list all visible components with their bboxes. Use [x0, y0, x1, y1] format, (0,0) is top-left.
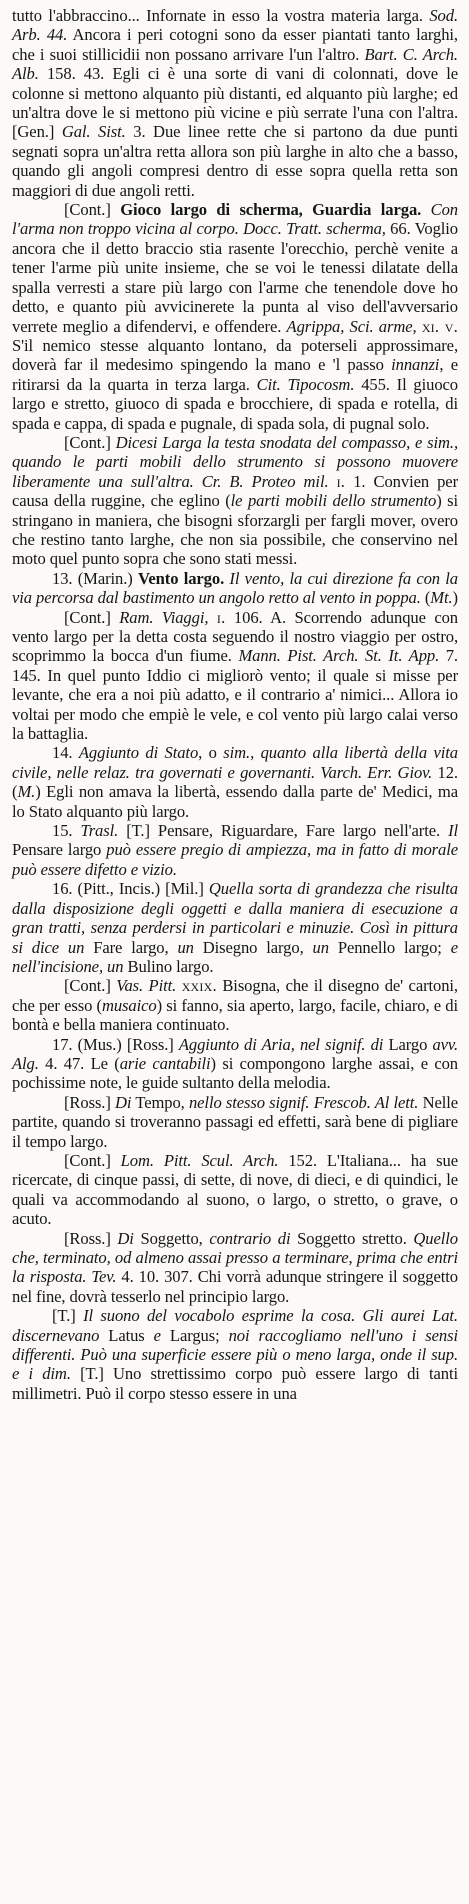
text-segment: contrario di	[209, 1228, 291, 1248]
text-segment: , o	[198, 743, 224, 763]
text-segment: Vento largo.	[138, 568, 225, 588]
entry-paragraph	[12, 569, 458, 608]
text-segment: Ancora i peri cotogni sono da esser piantati tanto larghi, che i suoi stillicidii non possano arrivare l'un l'altro.	[12, 25, 458, 64]
entry-paragraph	[12, 743, 458, 821]
text-segment: 15.	[52, 821, 81, 841]
text-segment: Quello che, terminato, od almeno assai presso a terminare, prima che entri la risposta. Tev.	[12, 1228, 458, 1287]
text-segment: Tempo,	[131, 1092, 189, 1112]
text-segment: xxix.	[181, 976, 217, 996]
text-segment: Bisogna, che il disegno de' cartoni, che per esso (	[12, 976, 458, 1015]
text-segment: 17. (Mus.) [Ross.]	[52, 1034, 179, 1054]
entry-paragraph	[12, 821, 458, 879]
text-segment: [T.] Uno strettissimo corpo può essere largo di tanti millimetri. Può il corpo stesso essere in una	[12, 1364, 459, 1403]
text-segment: 16. (Pitt., Incis.) [Mil.]	[52, 879, 209, 899]
entry-paragraph	[12, 1093, 458, 1151]
text-segment: [Cont.]	[64, 976, 117, 996]
text-segment: Quella sorta di grandezza che risulta dalla disposizione degli oggetti e dalla maniera di esecuzione a gran tratti, senza perdersi in particolari e minuzie. Così in pittura si dice un	[12, 879, 458, 957]
text-segment: 1. Convien per causa della ruggine, che eglino (	[12, 471, 459, 511]
entry-paragraph	[12, 1151, 458, 1229]
text-segment: 455. Il giuoco largo e stretto, giuoco di spada e brocchiere, di spada e rotella, di spada e cappa, di spada e pugnale, di spada sola, di pugnal solo.	[12, 374, 458, 433]
text-segment: Aggiunto di Aria, nel signif. di	[178, 1034, 384, 1054]
entry-paragraph	[12, 200, 458, 433]
text-segment: Vas. Pitt.	[116, 976, 177, 996]
text-segment: Il	[448, 821, 459, 841]
text-segment: 4. 47. Le (	[38, 1053, 120, 1073]
text-segment: Di	[117, 1228, 134, 1248]
text-segment: Soggetto stretto.	[290, 1228, 414, 1248]
text-segment: ) si compongono larghe assai, e con pochissime note, le guide sultanto della melodia.	[12, 1053, 459, 1093]
entry-paragraph	[12, 1035, 458, 1093]
text-segment: innanzi	[391, 355, 440, 375]
text-segment: [T.]	[52, 1306, 84, 1326]
text-segment: 7. 145. In quel punto Iddio ci migliorò vento; il quale si misse per levante, che era a noi più adatto, e il contrario a' nimici... Allora io voltai per modo che empiè le vele, e col vento più largo calai verso la battaglia.	[12, 646, 458, 744]
text-segment: può essere pregio di ampiezza, ma in fatto di morale può essere difetto e vizio.	[12, 840, 459, 879]
text-segment: Bart. C. Arch. Alb.	[12, 44, 458, 84]
text-segment: i.	[216, 607, 226, 627]
text-segment: M.	[17, 782, 36, 802]
text-segment: Il vento, la cui direzione fa con la via percorsa dal bastimento un angolo retto al vento in poppa.	[12, 568, 458, 608]
text-segment: , e ritirarsi da la quarta in terza larga.	[12, 355, 458, 394]
text-segment: 106. A. Scorrendo adunque con vento largo per la detta costa seguendo il nostro viaggio per ostro, scoprimmo la bocca d'un fiume.	[12, 607, 458, 666]
text-segment: [T.] Pensare, Riguardare, Fare largo nell'arte.	[118, 821, 449, 841]
text-segment: Lom. Pitt. Scul. Arch.	[120, 1150, 279, 1170]
entry-paragraph	[12, 976, 458, 1034]
text-segment: ) si stringano in maniera, che bisogni sforzargli per fargli mover, overo che restino tanto larghe, che non sia possibile, che conservino nel moto quel punto sopra che sono stati messi.	[12, 491, 458, 569]
text-segment: xi. v.	[421, 316, 458, 336]
text-segment: )	[452, 588, 458, 608]
text-segment: ) si fanno, sia aperto, largo, facile, chiaro, e di bontà e bella maniera continuato.	[12, 995, 458, 1035]
entry-paragraph	[12, 608, 458, 744]
text-segment: 14.	[52, 743, 79, 763]
text-segment: arie cantabili	[119, 1053, 211, 1073]
text-segment: Trasl.	[80, 821, 119, 841]
text-segment: S'il nemico stesse alquanto lontano, da poterseli approssimare, doverà far il medesimo spingendo la mano e 'l passo	[12, 335, 458, 375]
text-segment: un	[177, 937, 194, 957]
text-segment: Latus	[99, 1325, 154, 1345]
text-segment: i.	[336, 471, 346, 491]
text-segment: 158. 43. Egli ci è una sorte di vani di colonnati, dove le colonne si mettono alquanto più distanti, ed alquanto più larghe; ed un'altra dove le si mettono più vicine e più serrate l'una con l'altra. [Gen.]	[12, 64, 458, 142]
text-segment: Mann. Pist. Arch. St. It. App.	[238, 646, 440, 666]
text-segment: Il suono del vocabolo esprime la cosa. Gli aurei Lat. discernevano	[12, 1306, 458, 1345]
text-segment: [Cont.]	[64, 607, 120, 627]
text-segment: Gal. Sist.	[61, 122, 126, 142]
text-segment: Pennello largo;	[328, 937, 451, 957]
text-segment: Pensare largo	[12, 840, 107, 860]
text-segment: 3. Due linee rette che si partono da due punti segnati sopra un'altra retta allora son più larghe in alto che a basso, quando gli angoli compresi dentro di esse sopra quella retta son maggiori di due angoli retti.	[12, 122, 459, 200]
text-segment: (	[420, 588, 431, 608]
text-segment: sim., quanto alla libertà della vita civile, nelle relaz. tra governati e governanti. Varch. Err. Giov.	[12, 743, 458, 782]
text-segment: Con l'arma non troppo vicina al corpo. Docc. Tratt. scherma,	[12, 200, 458, 239]
text-segment: noi raccogliamo nell'uno i sensi differenti. Può una superficie essere più o meno larga, onde il sup. e i dim.	[12, 1325, 458, 1384]
entry-paragraph	[12, 879, 458, 976]
text-segment: [Ross.]	[64, 1228, 118, 1248]
text-segment: Aggiunto di Stato	[78, 743, 199, 763]
text-segment: 13. (Marin.)	[52, 568, 139, 588]
entry-paragraph	[12, 433, 458, 569]
text-segment: Di	[115, 1092, 132, 1112]
text-segment: un	[312, 937, 329, 957]
text-segment: [Cont.]	[64, 1150, 121, 1170]
text-segment: Soggetto,	[133, 1228, 210, 1248]
text-segment: e	[153, 1325, 161, 1345]
entry-paragraph	[12, 1229, 458, 1307]
entry-paragraph	[12, 6, 458, 200]
text-segment: Largus;	[160, 1325, 229, 1345]
text-segment: Largo	[383, 1034, 433, 1054]
text-segment: Ram. Viaggi,	[119, 607, 209, 627]
text-segment: 4. 10. 307. Chi vorrà adunque stringere il soggetto nel fine, dovrà tesserlo nel principio largo.	[12, 1267, 458, 1306]
text-segment: Cit. Tipocosm.	[256, 374, 355, 394]
text-segment	[208, 608, 217, 627]
text-segment: Bulino largo.	[123, 956, 214, 976]
text-segment: [Cont.]	[64, 200, 121, 220]
text-segment: Sod. Arb. 44.	[12, 6, 458, 45]
text-segment: Fare largo,	[84, 937, 178, 957]
text-segment: le parti mobili dello strumento	[230, 491, 437, 511]
text-segment: Gioco largo di scherma, Guardia larga.	[120, 200, 422, 220]
text-segment: tutto l'abbraccino... Infornate in esso la vostra materia larga.	[12, 6, 430, 25]
text-segment: e nell'incisione, un	[12, 937, 458, 976]
text-segment: 66. Voglio ancora che il detto braccio stia rasente l'orecchio, perchè venite a tener l'arme più unite insieme, che se voi le tenessi dilatate della spalla verresti a stare più largo con l'arme che tenendole dove ho detto, e quanto più avvicinerete la punta al viso dell'avversario verrete meglio a difendervi, e offendere.	[12, 219, 458, 336]
text-segment: 12. (	[12, 762, 458, 802]
text-segment: [Ross.]	[64, 1092, 116, 1112]
text-segment: musaico	[101, 995, 157, 1015]
text-segment	[329, 472, 337, 491]
entry-paragraph	[12, 1306, 458, 1403]
text-segment: avv. Alg.	[12, 1034, 458, 1073]
text-segment: Nelle partite, quando si troveranno passagi ed effetti, sarà bene di pigliare il tempo largo.	[12, 1092, 459, 1151]
text-segment: Disegno largo,	[193, 937, 313, 957]
text-segment: nello stesso signif. Frescob. Al lett.	[188, 1092, 419, 1112]
text-segment: [Cont.]	[64, 432, 116, 452]
text-segment: 152. L'Italiana... ha sue ricercate, di cinque passi, di sette, di nove, di dieci, e di quindici, le quali va accommodando al suono, o largo, o stretto, o grave, o acuto.	[12, 1150, 458, 1229]
text-segment: ) Egli non amava la libertà, essendo dalla parte de' Medici, ma lo Stato alquanto più largo.	[12, 782, 458, 821]
text-segment: Mt.	[430, 588, 453, 608]
text-segment: Dicesi Larga la testa snodata del compasso, e sim., quando le parti mobili dello strumento si possono muovere liberamente una sull'altra. Cr. B. Proteo mil.	[12, 432, 458, 491]
text-segment: Agrippa, Sci. arme,	[286, 316, 417, 336]
